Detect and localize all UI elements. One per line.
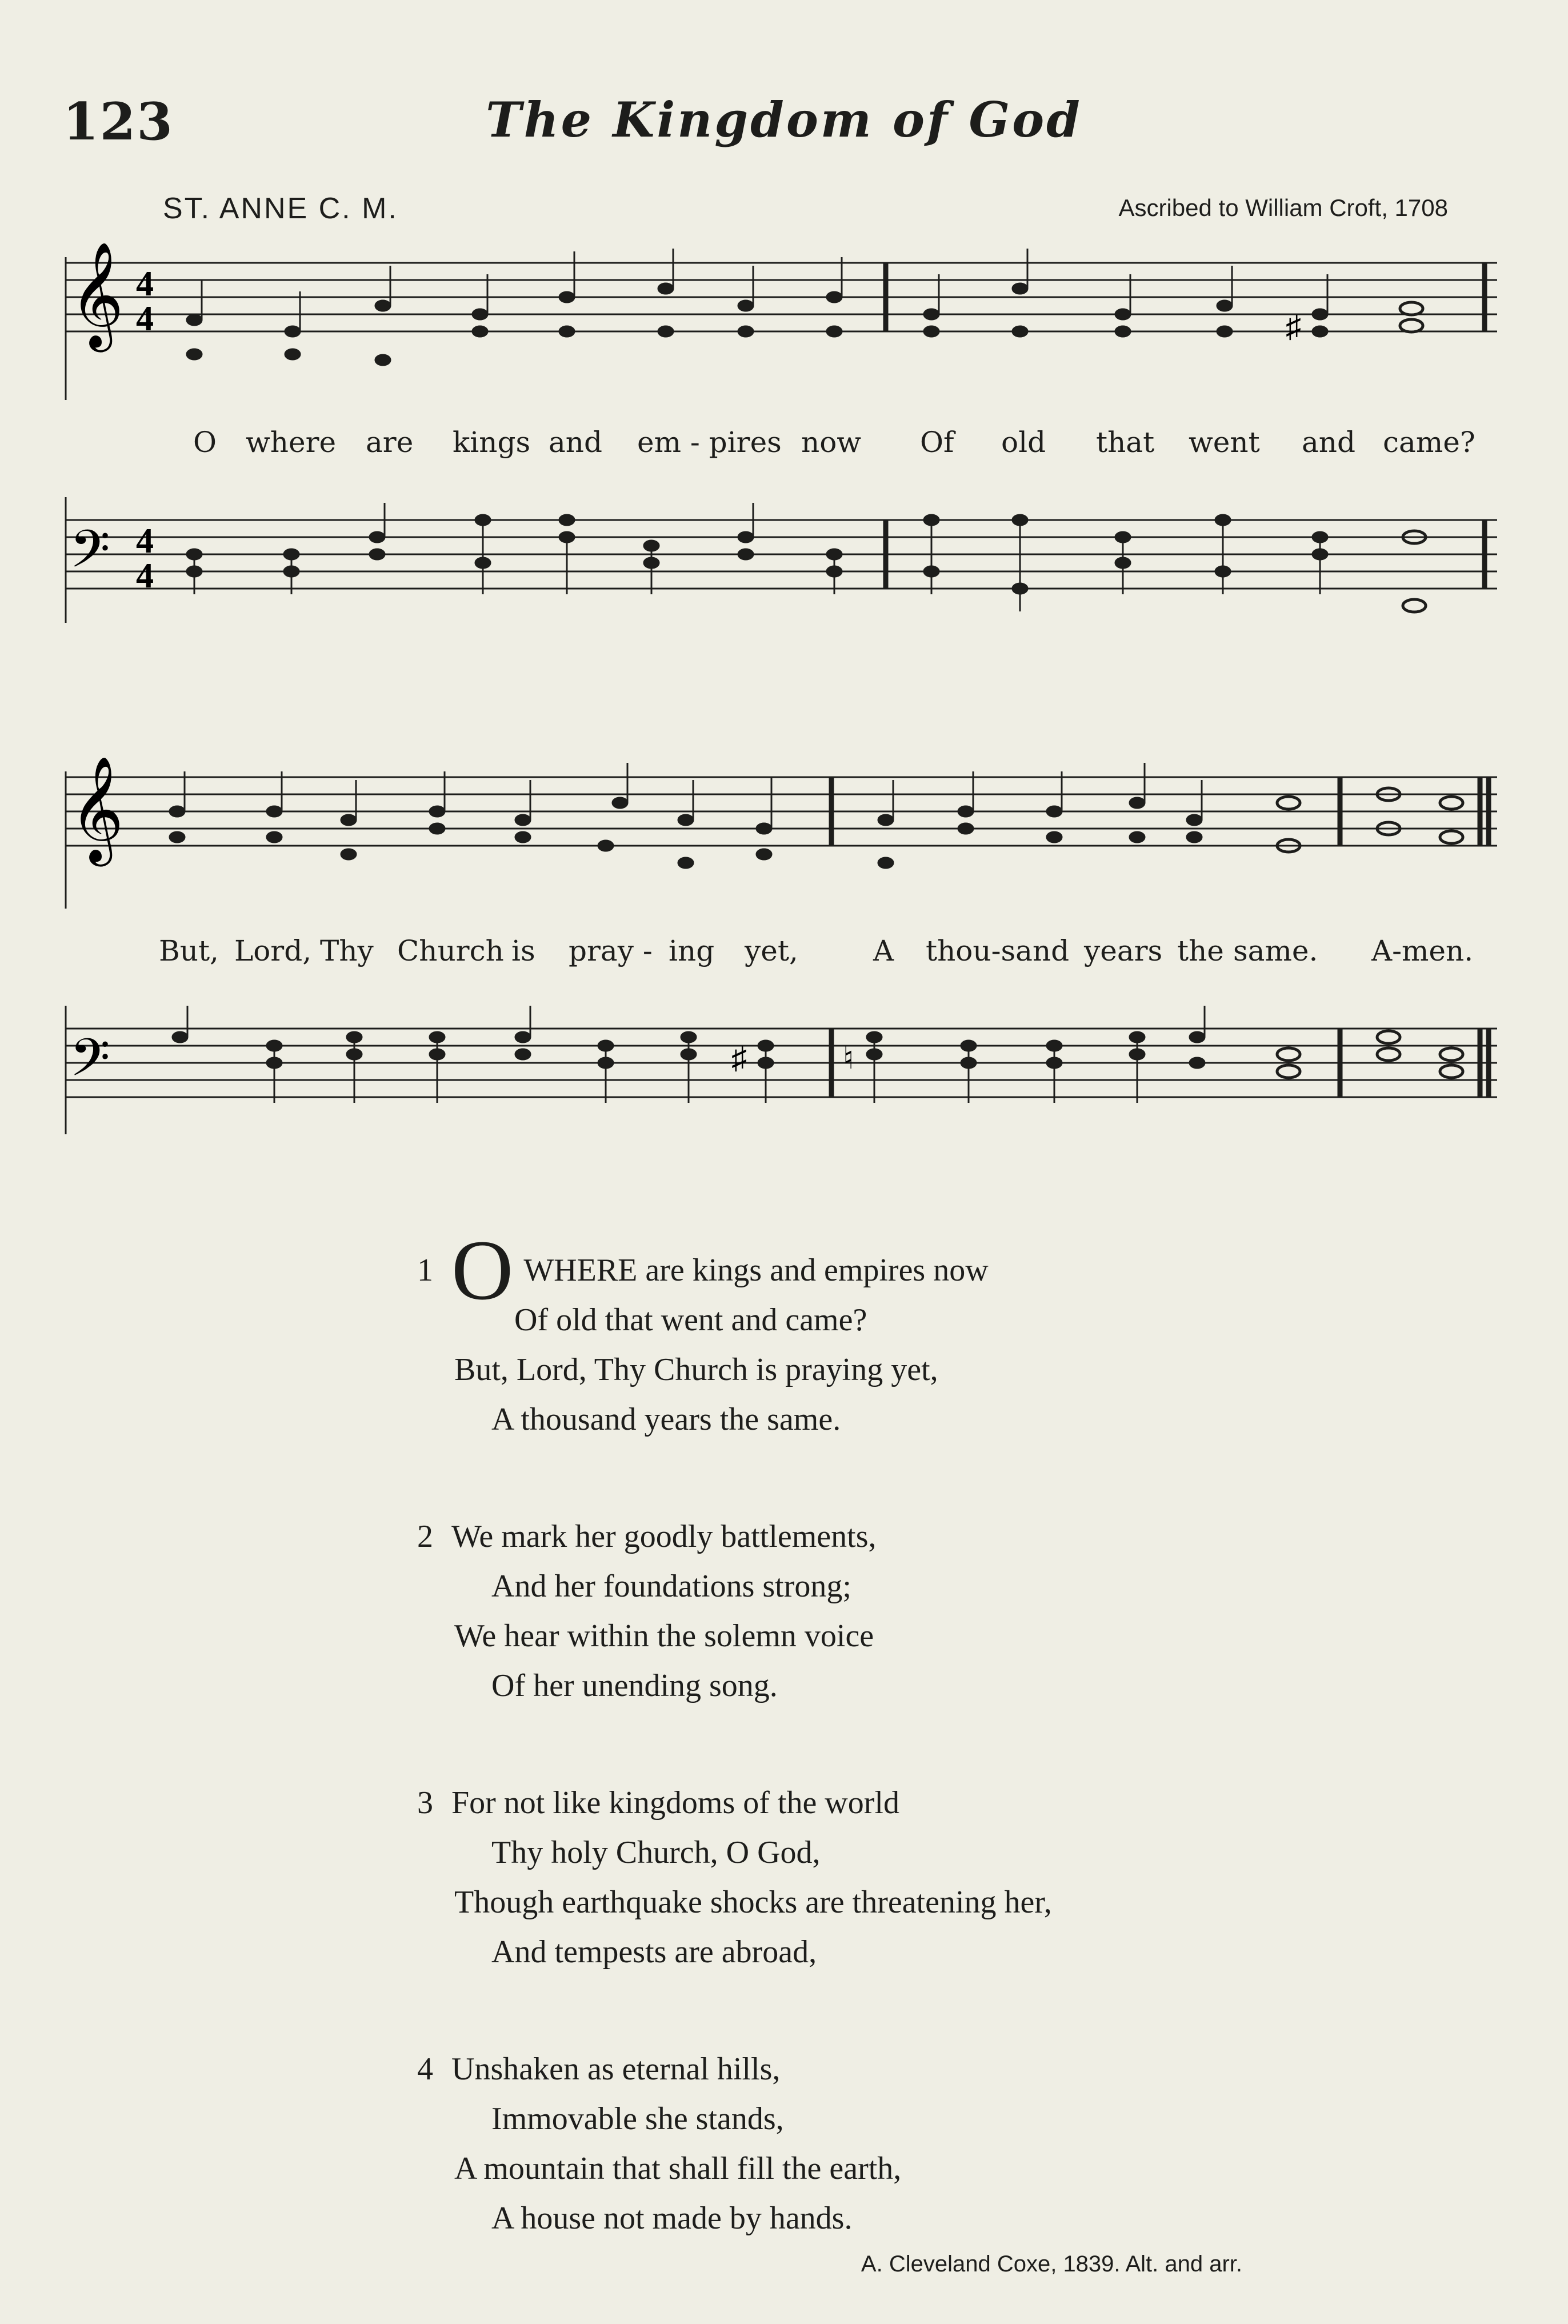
verse-4: 4 Unshaken as eternal hills, Immovable she stands, A mountain that shall fill the earth, A house not made by hands. bbox=[417, 2051, 902, 2236]
hymn-title: The Kingdom of God bbox=[486, 91, 1082, 148]
tune-name: ST. ANNE C. M. bbox=[163, 192, 398, 225]
svg-text:4: 4 bbox=[136, 522, 154, 561]
treble-clef-icon: 𝄞 bbox=[70, 241, 124, 347]
system-2-treble-staff bbox=[57, 754, 1520, 909]
svg-text:4: 4 bbox=[136, 265, 154, 303]
system-2-bass-staff bbox=[57, 1006, 1520, 1143]
sharp-icon: ♯ bbox=[1286, 310, 1301, 344]
verse-1: 1 O WHERE are kings and empires now Of old that went and came? But, Lord, Thy Church is praying yet, A thousand years the same. bbox=[417, 1223, 989, 1437]
svg-text:4: 4 bbox=[136, 299, 154, 338]
system-1-lyrics: O where are kings and em - pires now Of old that went and came? bbox=[193, 426, 1475, 459]
bass-clef-icon: 𝄢 bbox=[70, 1027, 110, 1101]
verse-2: 2 We mark her goodly battlements, And her foundations strong; We hear within the solemn voice Of her unending song. bbox=[417, 1519, 877, 1703]
text-credit: A. Cleveland Coxe, 1839. Alt. and arr. bbox=[861, 2251, 1242, 2277]
system-1-treble-staff bbox=[57, 240, 1520, 400]
verse-3: 3 For not like kingdoms of the world Thy holy Church, O God, Though earthquake shocks are threatening her, And tempests are abroad, bbox=[417, 1785, 1052, 1970]
svg-text:4: 4 bbox=[136, 557, 154, 595]
composer-attribution: Ascribed to William Croft, 1708 bbox=[1118, 194, 1448, 221]
system-2-lyrics: But, Lord, Thy Church is pray - ing yet, A thou-sand years the same. A-men. bbox=[159, 934, 1474, 967]
system-1-bass-staff bbox=[57, 497, 1520, 646]
drop-cap: O bbox=[451, 1223, 514, 1318]
treble-clef-icon: 𝄞 bbox=[70, 755, 124, 862]
bass-clef-icon: 𝄢 bbox=[70, 519, 110, 592]
natural-icon: ♮ bbox=[843, 1041, 854, 1075]
hymn-verses bbox=[417, 1223, 1274, 2311]
sharp-icon: ♯ bbox=[731, 1041, 747, 1075]
hymn-number: 123 bbox=[63, 91, 174, 152]
